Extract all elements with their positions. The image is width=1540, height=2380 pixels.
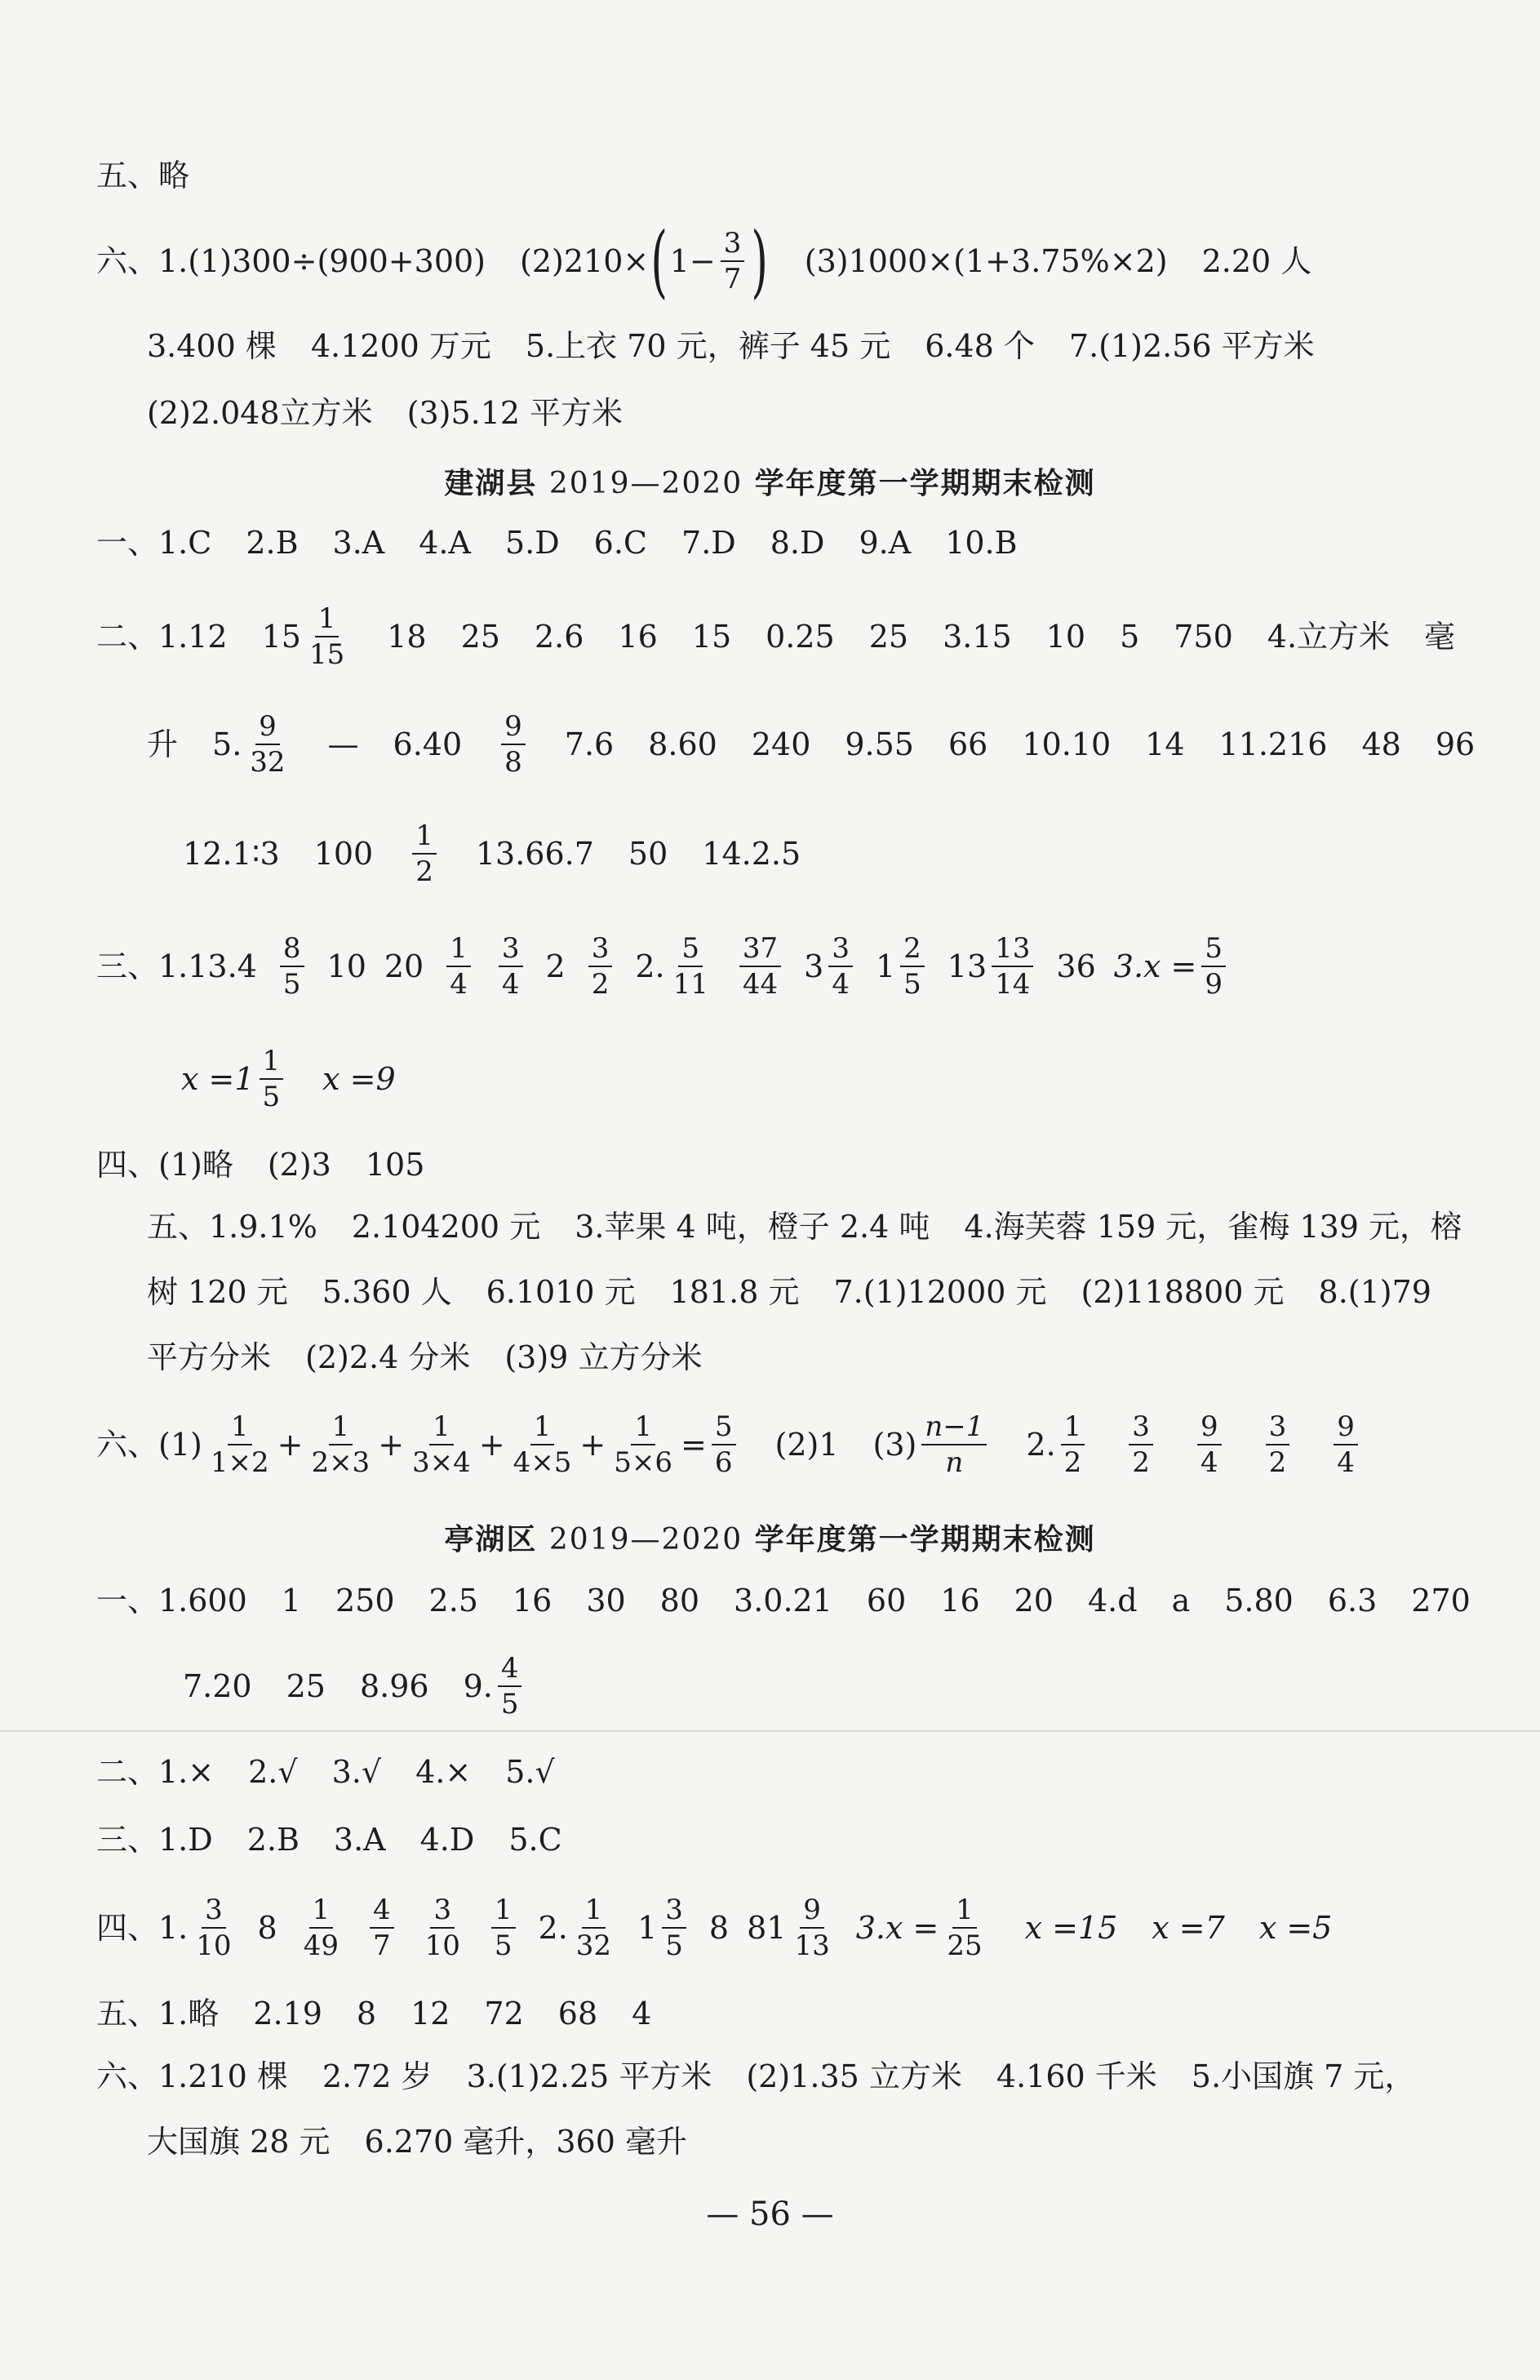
text: 2.20 人 — [1201, 243, 1312, 279]
answer-item: 一、1.600 — [96, 1583, 247, 1618]
page-number: — 56 — — [706, 2196, 834, 2233]
mixed-number: 13 $\frac{13}{14}$ — [948, 935, 1039, 998]
answer-item: 18 — [387, 619, 427, 655]
answer-item: 181.8 元 — [669, 1274, 800, 1310]
answer-item: 20 — [1014, 1583, 1054, 1618]
answer-item: 五、1.9.1% — [147, 1209, 317, 1245]
answer-item: 4.× — [415, 1754, 472, 1790]
text: 2. — [635, 948, 665, 984]
fraction: $\frac{n-1}{n}$ — [921, 1413, 987, 1476]
heading-county: 建湖县 — [444, 467, 549, 500]
answer-item: 3.A — [333, 1822, 386, 1858]
answer-item: 4 — [632, 1996, 652, 2031]
answer-item: 四、(1)略 — [96, 1147, 233, 1183]
answer-item: 2.72 岁 — [322, 2058, 433, 2094]
text: x =7 — [1152, 1910, 1225, 1946]
section-6-line-2 — [0, 328, 1540, 364]
answer-item: 4.海芙蓉 159 元，雀梅 139 元，榕 — [964, 1209, 1462, 1245]
fraction: $\frac{1}{5}$ — [491, 1896, 516, 1960]
answer-item: 树 120 元 — [147, 1274, 288, 1310]
answer-item: 9.55 — [845, 726, 914, 762]
answer-item: 80 — [659, 1583, 700, 1618]
answer-item: 240 — [751, 726, 811, 762]
answer-item: 5.80 — [1224, 1583, 1294, 1618]
text: 10 — [326, 948, 366, 984]
answer-item: 3.√ — [331, 1754, 382, 1790]
fraction: $\frac{5}{9}$ — [1201, 935, 1226, 998]
heading-years: 2019—2020 — [548, 467, 743, 500]
jianhu-part-3-line-1 — [0, 926, 1540, 1007]
answer-item: 4.d — [1087, 1583, 1138, 1618]
tinghu-part-1-line-1 — [0, 1585, 1540, 1616]
jianhu-part-5-line-2 — [0, 1274, 1540, 1310]
answer-item: 2.6 — [534, 619, 584, 655]
answer-item: 270 — [1411, 1583, 1471, 1618]
answer-item: 105 — [365, 1147, 425, 1183]
tinghu-part-6-line-2 — [0, 2124, 1540, 2160]
text: 1− — [669, 243, 716, 279]
text: (2)1 — [774, 1427, 839, 1463]
answer-item: 48 — [1361, 726, 1401, 762]
jianhu-part-2-line-3 — [0, 813, 1540, 895]
answer-item: (2)1.35 立方米 — [746, 2058, 962, 2094]
answer-item: 16 — [512, 1583, 553, 1618]
answer-item: 10.B — [945, 525, 1018, 561]
answer-item: 6.C — [593, 525, 648, 561]
text: 12.1∶3 — [183, 836, 280, 872]
answer-item: 5.D — [504, 525, 560, 561]
answer-item: 11.216 — [1218, 726, 1328, 762]
answer-item: 2.19 — [253, 1996, 322, 2031]
tinghu-part-4 — [0, 1887, 1540, 1969]
text: 14.2.5 — [702, 836, 801, 872]
text: 5. — [212, 726, 242, 762]
answer-item: 2.B — [246, 525, 299, 561]
text: 6.40 — [393, 726, 463, 762]
heading-district: 亭湖区 — [444, 1523, 549, 1556]
tinghu-part-2 — [0, 1754, 1540, 1790]
text: (3)1000×(1+3.75%×2) — [804, 243, 1168, 279]
answer-item: 2.√ — [248, 1754, 298, 1790]
fraction: $\frac{1}{5}$ — [260, 1047, 284, 1111]
text: x =15 — [1024, 1910, 1118, 1946]
answer-item: 9.A — [859, 525, 912, 561]
answer-item: 8 — [356, 1996, 377, 2031]
text: 3.x = — [855, 1910, 939, 1946]
mixed-number: 81 $\frac{9}{13}$ — [747, 1894, 830, 1962]
answer-item: 6.1010 元 — [486, 1274, 636, 1310]
answer-item: 96 — [1435, 726, 1476, 762]
answer-item: 16 — [618, 619, 658, 655]
answer-item: (3)5.12 平方米 — [406, 395, 624, 431]
text: 3.x = — [1113, 948, 1197, 984]
answer-item: 750 — [1174, 619, 1233, 655]
section-6-line-3 — [0, 395, 1540, 431]
plus-sign: + — [277, 1427, 304, 1463]
answer-item: 7.(1)2.56 平方米 — [1068, 328, 1315, 364]
fraction: $\frac{4}{5}$ — [498, 1654, 522, 1718]
tinghu-part-6-line-1 — [0, 2058, 1540, 2094]
answer-item: 4.D — [419, 1822, 475, 1858]
jianhu-part-4 — [0, 1147, 1540, 1183]
section-heading-jianhu — [0, 460, 1540, 502]
text: 20 — [384, 948, 424, 984]
heading-title: 学年度第一学期期末检测 — [743, 467, 1096, 500]
answer-item: 3.15 — [943, 619, 1012, 655]
fraction: $\frac{3}{2}$ — [1266, 1413, 1290, 1476]
answer-item: 大国旗 28 元 — [147, 2124, 331, 2160]
text: (2)210× — [520, 243, 650, 279]
heading-years: 2019—2020 — [548, 1523, 743, 1556]
text: 四、1. — [96, 1910, 189, 1946]
fraction: $\frac{9}{32}$ — [250, 710, 286, 779]
fraction: $\frac{1}{1\times 2}$ — [210, 1410, 269, 1479]
answer-item: (3)9 立方分米 — [504, 1339, 703, 1375]
fraction: $\frac{1}{5\times 6}$ — [614, 1410, 673, 1479]
answer-item: 平方分米 — [147, 1339, 272, 1375]
answer-item: 16 — [940, 1583, 980, 1618]
answer-item: (2)118800 元 — [1081, 1274, 1285, 1310]
left-paren: ( — [650, 215, 668, 307]
text: 13.66.7 — [475, 836, 594, 872]
answer-item: 5.C — [508, 1822, 562, 1858]
right-paren: ) — [751, 215, 769, 307]
mixed-number: 3 $\frac{3}{4}$ — [804, 935, 858, 998]
jianhu-part-5-line-3 — [0, 1339, 1540, 1375]
text: 9. — [463, 1668, 493, 1704]
section-6-line-1 — [0, 215, 1540, 307]
tinghu-part-5 — [0, 1998, 1540, 2029]
answer-item: 3.A — [332, 525, 385, 561]
fraction: $\frac{3}{10}$ — [196, 1894, 232, 1962]
fraction: $\frac{1}{25}$ — [947, 1894, 983, 1962]
fraction: $\frac{9}{8}$ — [501, 713, 526, 776]
fraction: $\frac{3}{10}$ — [424, 1894, 460, 1962]
plus-sign: + — [378, 1427, 405, 1463]
answer-item: 250 — [335, 1583, 395, 1618]
answer-item: a — [1171, 1583, 1191, 1618]
answer-item: 6.3 — [1327, 1583, 1378, 1618]
tinghu-part-3 — [0, 1822, 1540, 1858]
equals: = — [681, 1427, 707, 1463]
text: x =1 — [181, 1061, 255, 1097]
answer-item: 二、1.× — [96, 1754, 215, 1790]
answer-item: 5.上衣 70 元，裤子 45 元 — [525, 328, 891, 364]
answer-item: 6.270 毫升，360 毫升 — [364, 2124, 687, 2160]
text: — — [327, 726, 359, 762]
answer-item: 2.B — [246, 1822, 300, 1858]
answer-item: 8.(1)79 — [1318, 1274, 1431, 1310]
answer-item: 14 — [1145, 726, 1185, 762]
jianhu-part-1 — [0, 525, 1540, 561]
answer-item: 30 — [586, 1583, 626, 1618]
fraction: $\frac{9}{4}$ — [1334, 1413, 1358, 1476]
answer-item: 4.160 千米 — [996, 2058, 1157, 2094]
answer-item: 2.104200 元 — [351, 1209, 541, 1245]
text: 36 — [1056, 948, 1096, 984]
text: 六、1.(1)300÷(900+300) — [96, 243, 486, 279]
fraction: $\frac{1}{2\times 3}$ — [311, 1410, 371, 1479]
answer-item: 五、1.略 — [96, 1996, 220, 2031]
answer-item: 5.小国旗 7 元， — [1191, 2058, 1416, 2094]
text: 六、(1) — [96, 1427, 202, 1463]
answer-item: 25 — [286, 1668, 326, 1704]
mixed-number: 1 $\frac{2}{5}$ — [876, 935, 930, 998]
answer-item: 3.苹果 4 吨，橙子 2.4 吨 — [575, 1209, 930, 1245]
plus-sign: + — [478, 1427, 505, 1463]
text: x =5 — [1258, 1910, 1333, 1946]
fraction: $\frac{3}{4}$ — [499, 935, 523, 998]
answer-item: (2)2.4 分米 — [305, 1339, 471, 1375]
text: x =9 — [322, 1061, 396, 1097]
answer-item: 7.20 — [183, 1668, 252, 1704]
answer-item: 5 — [1120, 619, 1140, 655]
section-5-note — [0, 160, 1540, 191]
text: 五、略 — [96, 158, 190, 193]
fraction: $\frac{8}{5}$ — [280, 935, 304, 998]
text: 二、1.12 — [96, 619, 228, 655]
text: 2 — [545, 948, 566, 984]
answer-item: (2)3 — [267, 1147, 331, 1183]
fraction: $\frac{3}{7}$ — [721, 229, 745, 293]
answer-item: 8.96 — [359, 1668, 429, 1704]
answer-item: 六、1.210 棵 — [96, 2058, 288, 2094]
text: (3) — [872, 1427, 917, 1463]
text: 8 — [257, 1910, 277, 1946]
answer-item: 60 — [866, 1583, 907, 1618]
answer-item: 3.0.21 — [734, 1583, 832, 1618]
text: 8 — [708, 1910, 730, 1946]
answer-item: 15 — [691, 619, 732, 655]
answer-item: 毫 — [1424, 619, 1456, 655]
fraction: $\frac{1}{3\times 4}$ — [412, 1410, 471, 1479]
answer-item: 8.D — [770, 525, 825, 561]
text: 升 — [147, 726, 179, 762]
fraction: $\frac{1}{4\times 5}$ — [513, 1410, 572, 1479]
fraction: $\frac{37}{44}$ — [739, 935, 781, 998]
fraction: $\frac{1}{32}$ — [575, 1894, 612, 1962]
heading-title: 学年度第一学期期末检测 — [743, 1523, 1096, 1556]
tinghu-part-1-line-2 — [0, 1645, 1540, 1727]
answer-item: 4.A — [419, 525, 471, 561]
jianhu-part-6 — [0, 1404, 1540, 1485]
mixed-number: 1 $\frac{3}{5}$ — [637, 1896, 691, 1960]
answer-item: (2)2.048立方米 — [147, 395, 373, 431]
answer-item: 4.1200 万元 — [310, 328, 491, 364]
fraction: $\frac{3}{2}$ — [1129, 1413, 1153, 1476]
jianhu-part-5-line-1 — [0, 1209, 1540, 1245]
answer-item: 6.48 个 — [925, 328, 1035, 364]
section-heading-tinghu — [0, 1516, 1540, 1558]
answer-item: 5.√ — [505, 1754, 555, 1790]
answer-item: 25 — [460, 619, 500, 655]
answer-item: 7.6 — [564, 726, 615, 762]
fraction: $\frac{1}{2}$ — [412, 822, 437, 886]
fraction: $\frac{5}{6}$ — [712, 1413, 736, 1476]
answer-item: 5.360 人 — [322, 1274, 452, 1310]
answer-item: 12 — [411, 1996, 450, 2031]
answer-item: 3.(1)2.25 平方米 — [466, 2058, 712, 2094]
fraction: $\frac{4}{7}$ — [370, 1896, 394, 1960]
jianhu-part-2-line-2 — [0, 704, 1540, 785]
fraction: $\frac{9}{4}$ — [1197, 1413, 1222, 1476]
answer-item: 8.60 — [648, 726, 717, 762]
fraction: $\frac{1}{4}$ — [446, 935, 471, 998]
text: 2. — [1026, 1427, 1056, 1463]
fraction: $\frac{5}{11}$ — [672, 932, 708, 1001]
jianhu-part-2-line-1 — [0, 596, 1540, 677]
answer-item: 三、1.D — [96, 1822, 213, 1858]
text: 50 — [628, 836, 668, 872]
answer-item: 3.400 棵 — [147, 328, 277, 364]
plus-sign: + — [579, 1427, 606, 1463]
answer-item: 1 — [281, 1583, 301, 1618]
page-fold-line — [0, 1730, 1540, 1732]
answer-item: 2.5 — [428, 1583, 478, 1618]
text: 三、1.13.4 — [96, 948, 257, 984]
fraction: $\frac{1}{2}$ — [1061, 1413, 1085, 1476]
fraction: $\frac{3}{2}$ — [588, 935, 613, 998]
mixed-number: 15 $\frac{1}{15}$ — [261, 602, 345, 671]
answer-item: 7.(1)12000 元 — [833, 1274, 1047, 1310]
answer-item: 25 — [868, 619, 909, 655]
answer-item: 7.D — [681, 525, 736, 561]
jianhu-part-3-line-2 — [0, 1038, 1540, 1120]
answer-item: 4.立方米 — [1267, 619, 1391, 655]
answer-item: 72 — [484, 1996, 524, 2031]
answer-item: 0.25 — [766, 619, 835, 655]
answer-item: 10.10 — [1022, 726, 1112, 762]
answer-item: 66 — [948, 726, 988, 762]
text: 100 — [313, 836, 374, 872]
fraction: $\frac{1}{49}$ — [303, 1894, 339, 1962]
answer-item: 一、1.C — [96, 525, 212, 561]
answer-item: 68 — [557, 1996, 598, 2031]
answer-item: 10 — [1045, 619, 1086, 655]
text: 2. — [538, 1910, 568, 1946]
